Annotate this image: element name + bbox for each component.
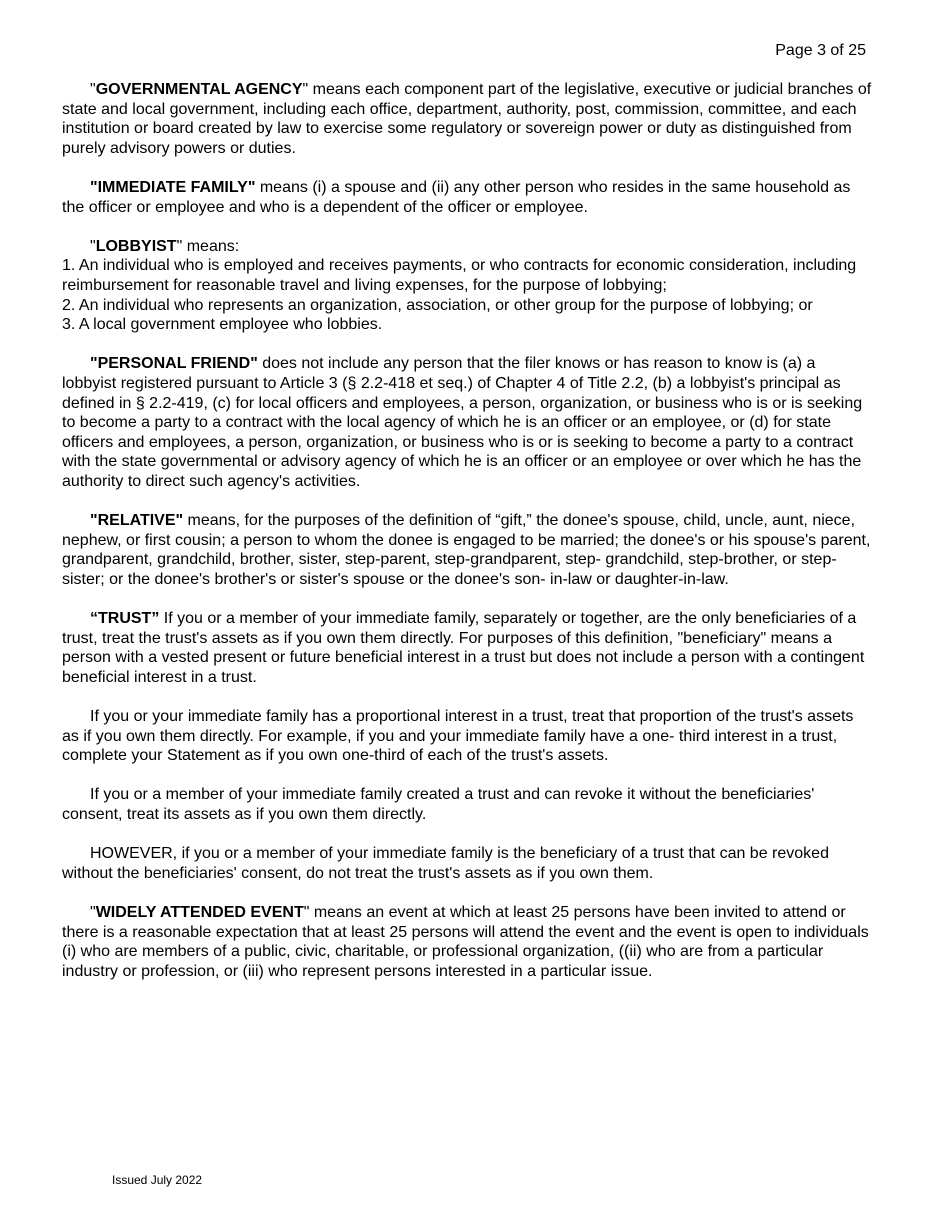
quote-close: " [176,237,183,255]
list-item: 1. An individual who is employed and receives payments, or who contracts for economic consideration, including reimbursement for reasonable travel and living expenses, for the purpose of lobbying; [62,257,857,294]
document-body [62,80,874,1001]
trust-proportional-paragraph: If you or your immediate family has a proportional interest in a trust, treat that proportion of the trust's assets as if you own them directly. For example, if you and your immediate family have a one- third interest in a trust, complete your Statement as if you own one-third of each of the trust's assets. [62,708,854,765]
quote-open: " [90,903,96,921]
definition-widely-attended-event [62,903,874,981]
definition-text: means, for the purposes of the definition of “gift,” the donee's spouse, child, uncle, aunt, niece, nephew, or first cousin; a person to whom the donee is engaged to be married; the donee's or his spouse's parent, grandparent, grandchild, brother, sister, step-parent, step-grandparent, step- grandchild, step-brother, or step-sister; or the donee's brother's or sister's spouse or the donee's son- in-law or daughter-in-law. [62,512,871,588]
quote-open: " [90,237,96,255]
list-item: 2. An individual who represents an organization, association, or other group for the purpose of lobbying; or [62,296,813,314]
term-relative: "RELATIVE" [90,512,184,530]
term-lobbyist: LOBBYIST [95,237,177,255]
definition-text: means (i) a spouse and (ii) any other person who resides in the same household as the officer or employee and who is a dependent of the officer or employee. [62,178,851,216]
trust-however-paragraph: HOWEVER, if you or a member of your immediate family is the beneficiary of a trust that can be revoked without the beneficiaries' consent, do not treat the trust's assets as if you own them. [62,845,829,882]
issued-date-footer: Issued July 2022 [112,1173,203,1187]
term-governmental-agency: GOVERNMENTAL AGENCY [95,81,303,98]
definition-text: means each component part of the legislative, executive or judicial branches of state and local government, including each office, department, authority, post, commission, committee, and each institution or board created by law to exercise some regulatory or sovereign power or duty as distinguished from purely advisory powers or duties. [62,81,872,157]
definition-personal-friend [62,354,874,491]
quote-open: " [90,81,96,98]
page-number: Page 3 of 25 [775,42,866,59]
definition-trust [62,609,874,687]
term-widely-attended-event: WIDELY ATTENDED EVENT [95,903,304,921]
quote-close: " [302,81,309,98]
definition-text: If you or a member of your immediate family, separately or together, are the only beneficiaries of a trust, treat the trust's assets as if you own them directly. For purposes of this definition, "beneficiary" means a person with a vested present or future beneficial interest in a trust but does not include a person with a contingent beneficial interest in a trust. [62,610,865,686]
definition-text: means: [182,237,240,255]
definition-immediate-family [62,178,874,217]
definition-text: does not include any person that the filer knows or has reason to know is (a) a lobbyist registered pursuant to Article 3 (§ 2.2-418 et seq.) of Chapter 4 of Title 2.2, (b) a lobbyist's principal as defined in § 2.2-419, (c) for local officers and employees, a person, organization, or business who is or is seeking to become a party to a contract with the local agency of which he is an officer or an employee, or (d) for state officers and employees, a person, organization, or business who is or is seeking to become a party to a contract with the state governmental or advisory agency of which he is an officer or an employee or over which he has the authority to direct such agency's activities. [62,355,863,490]
definition-relative [62,511,874,589]
quote-close: " [303,903,310,921]
term-trust: “TRUST” [90,610,160,628]
term-immediate-family: "IMMEDIATE FAMILY" [90,178,256,196]
lobbyist-intro [62,237,874,257]
list-item: 3. A local government employee who lobbies. [62,316,383,334]
definition-governmental-agency [62,80,874,158]
term-personal-friend: "PERSONAL FRIEND" [90,355,258,373]
definition-lobbyist [62,237,874,335]
definition-text: means an event at which at least 25 persons have been invited to attend or there is a reasonable expectation that at least 25 persons will attend the event and the event is open to individuals (i) who are members of a public, civic, charitable, or professional organization, ((ii) who are from a particular industry or profession, or (iii) who represent persons interested in a particular issue. [62,903,869,980]
trust-revocable-paragraph: If you or a member of your immediate family created a trust and can revoke it without the beneficiaries' consent, treat its assets as if you own them directly. [62,786,815,823]
